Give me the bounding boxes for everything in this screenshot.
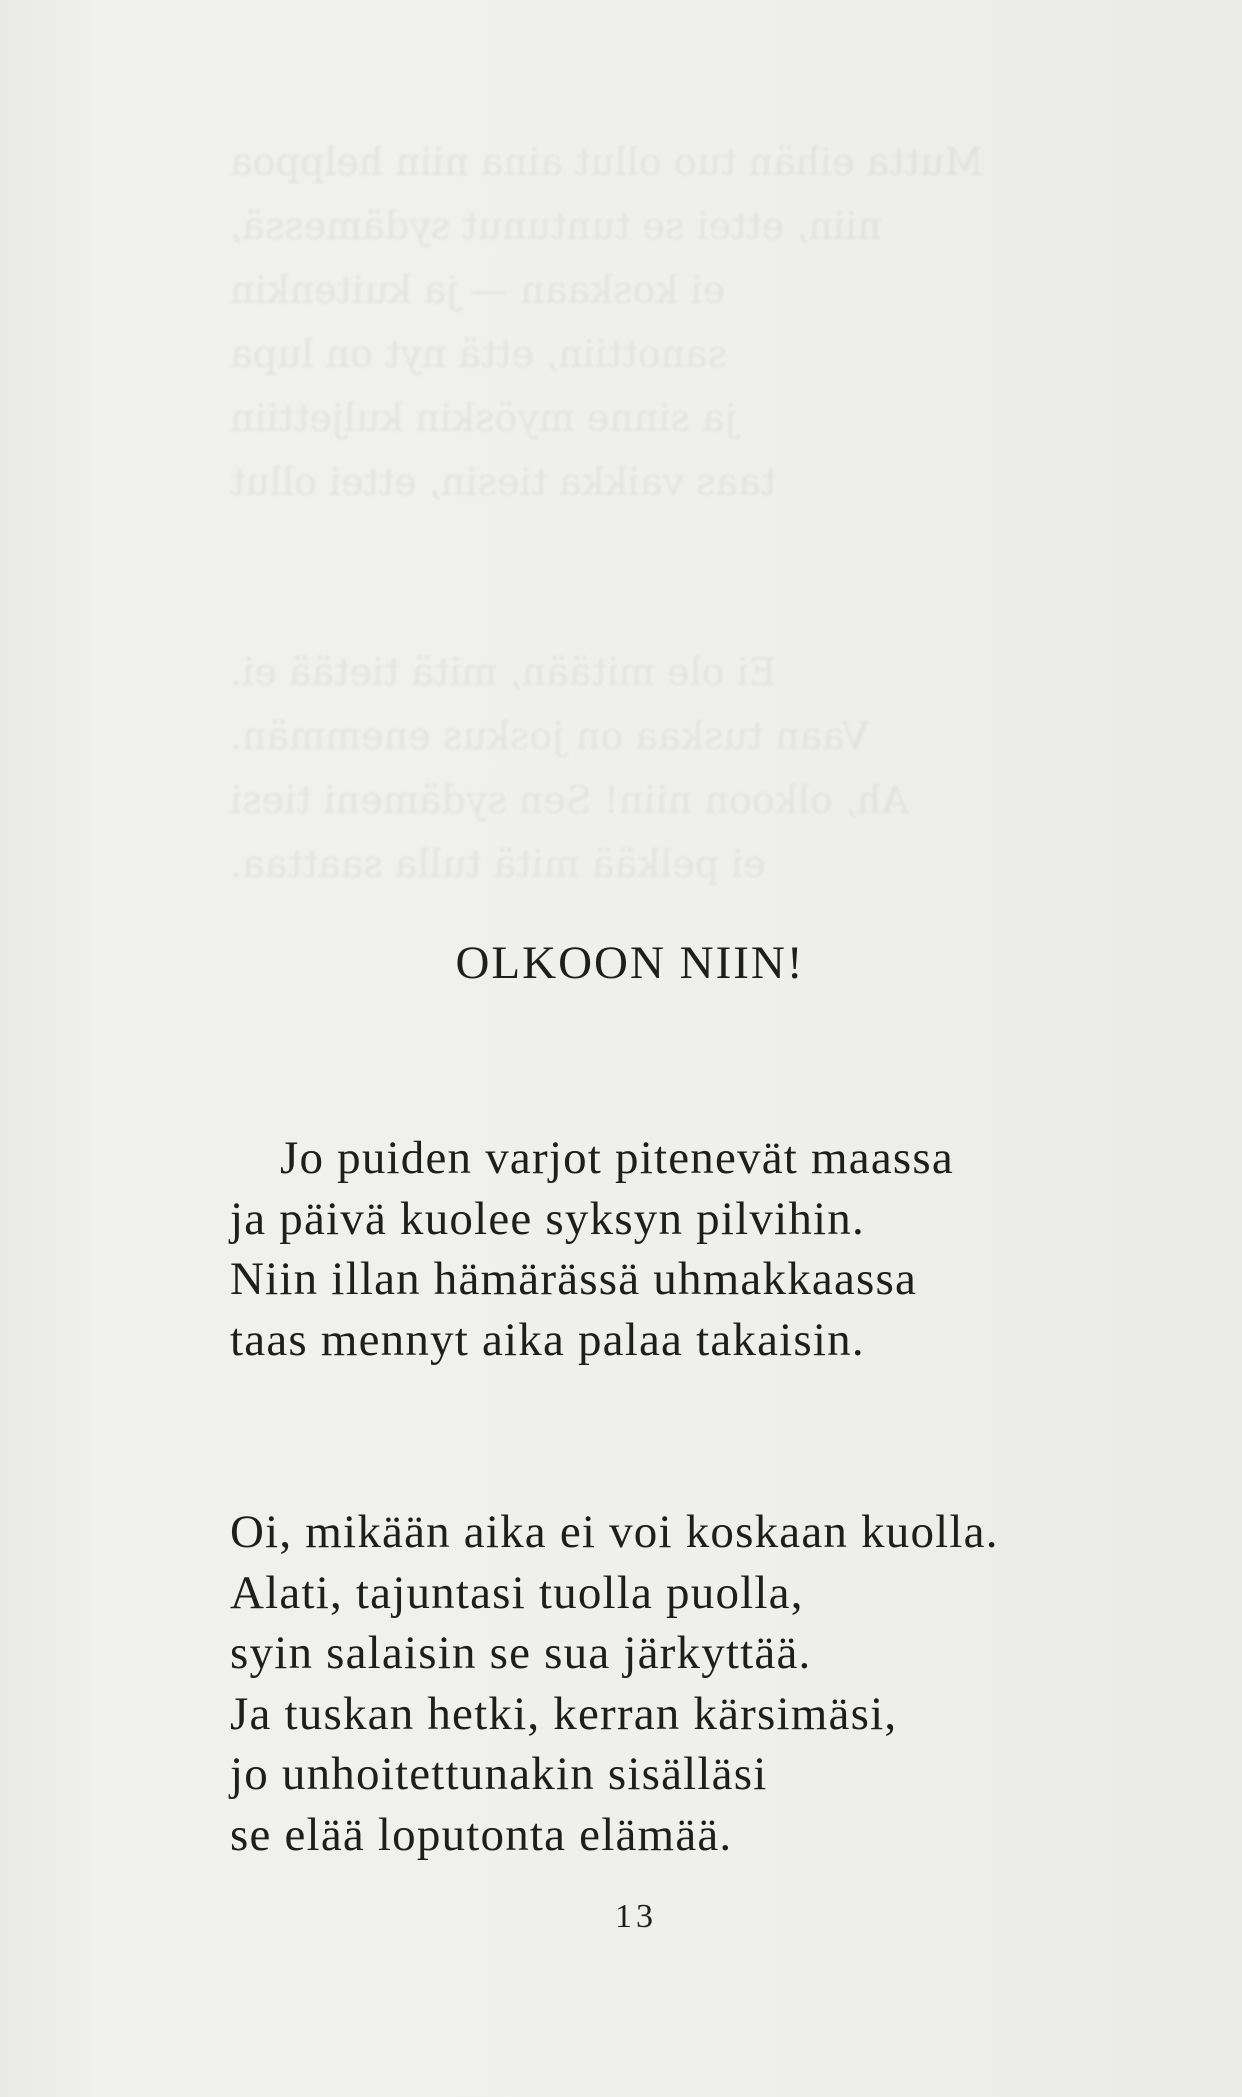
verse-line: Ja tuskan hetki, kerran kärsimäsi, [230, 1687, 898, 1740]
verse-line: Alati, tajuntasi tuolla puolla, [230, 1566, 804, 1619]
poem-title: OLKOON NIIN! [455, 937, 805, 989]
verse-line: jo unhoitettunakin sisälläsi [230, 1748, 768, 1800]
verse-line: taas mennyt aika palaa takaisin. [230, 1313, 865, 1366]
page-number: 13 [615, 1898, 657, 1935]
stanza-1 [230, 1128, 954, 1370]
verse-line: Jo puiden varjot pitenevät maassa [280, 1132, 954, 1184]
verse-line: ja päivä kuolee syksyn pilvihin. [230, 1192, 865, 1245]
verse-line: Niin illan hämärässä uhmakkaassa [230, 1253, 918, 1305]
verse-line: se elää loputonta elämää. [230, 1808, 733, 1861]
verse-line: syin salaisin se sua järkyttää. [230, 1627, 812, 1679]
bleed-through-text: Mutta eihän tuo ollut aina niin helppoa niin, ettei se tuntunut sydämessä, ei koskaan — ja kuitenkin sanottiin, että nyt on lupa ja sinne myöskin kuljettiin taas vaikka tiesin, ettei ollut [230, 140, 984, 504]
bleed-through-text: Ei ole mitään, mitä tietää ei. Vaan tuskaa on joskus enemmän. Ah, olkoon niin! Sen sydämeni tiesi ei pelkää mitä tulla saattaa. [230, 650, 909, 886]
stanza-2 [230, 1502, 999, 1865]
verse-line: Oi, mikään aika ei voi koskaan kuolla. [230, 1506, 999, 1558]
